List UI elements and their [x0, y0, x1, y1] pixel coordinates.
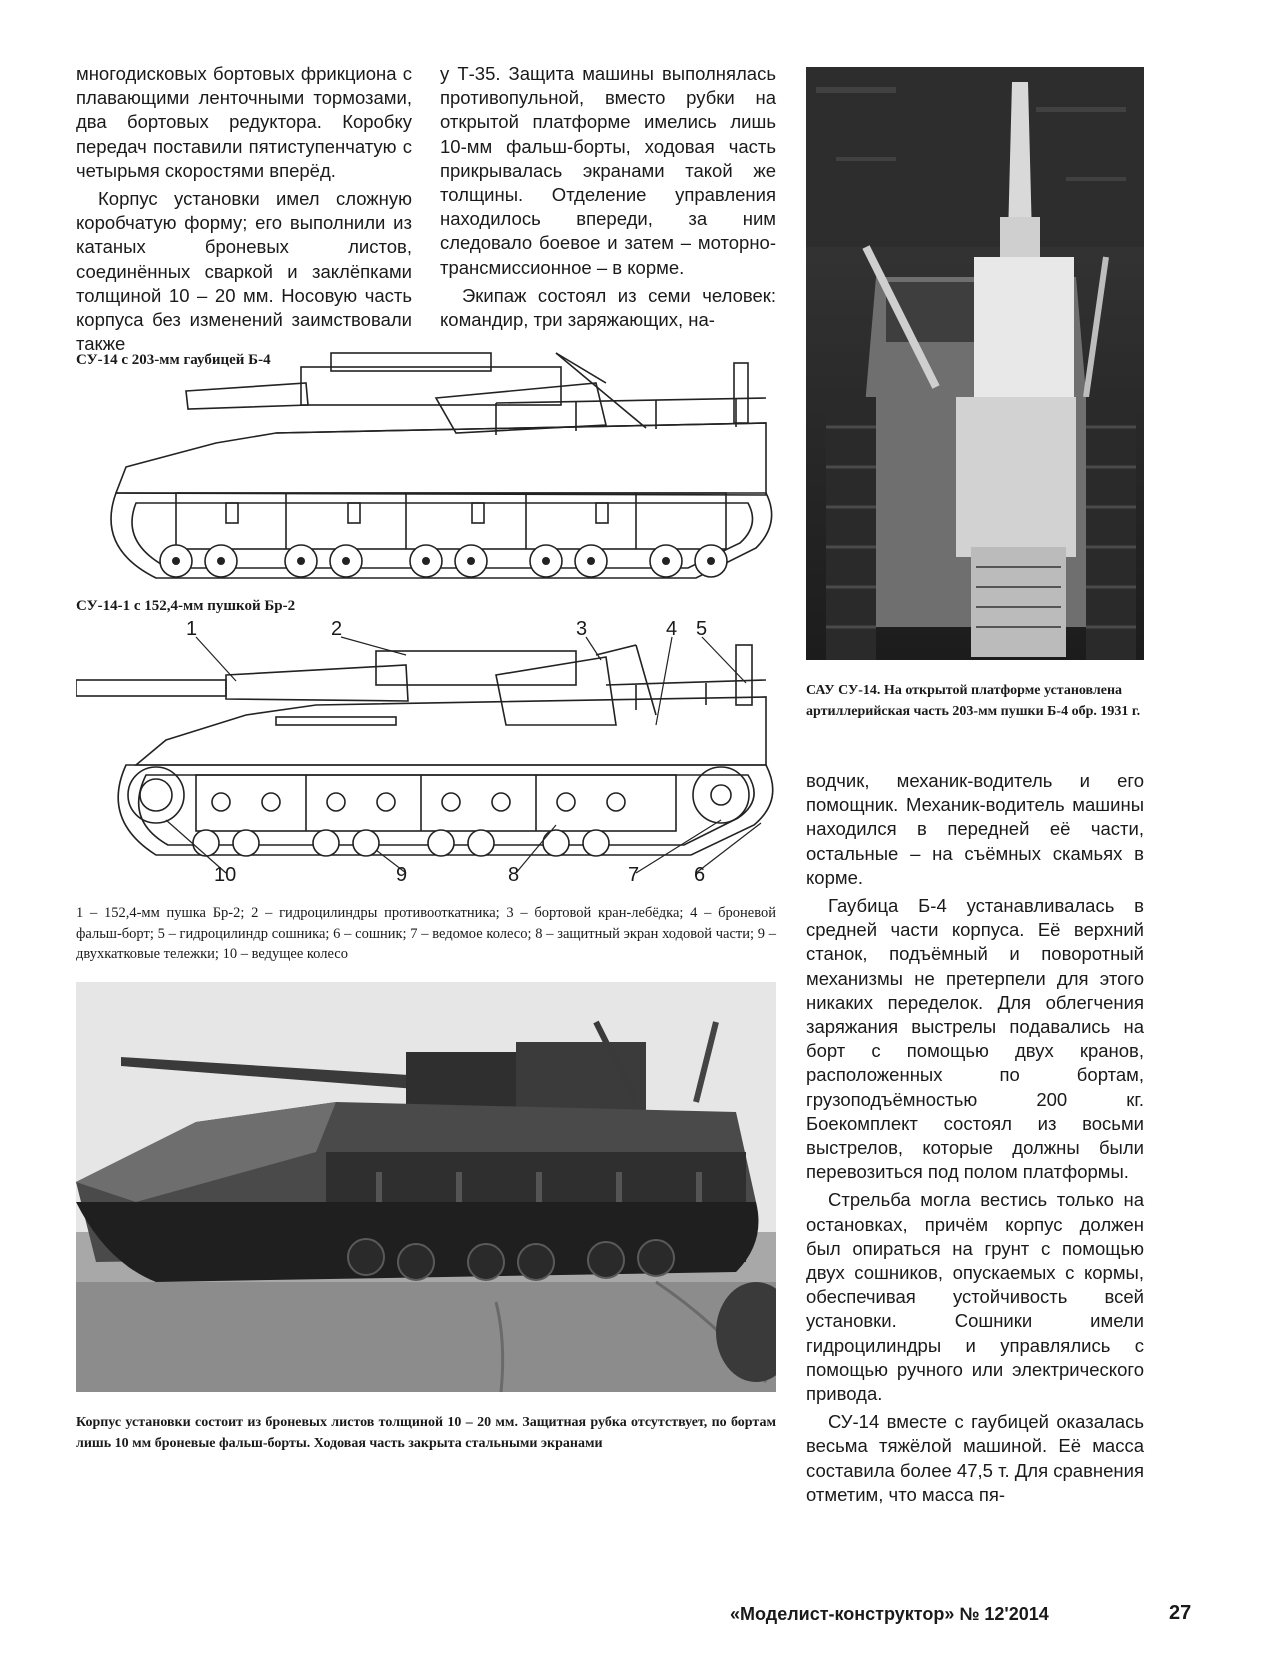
callout-3: 3 — [576, 618, 588, 640]
drawing-2-caption: СУ-14-1 с 152,4-мм пушкой Бр-2 — [76, 598, 296, 614]
article-column-3 — [806, 769, 1144, 1507]
drawing-legend: 1 – 152,4-мм пушка Бр-2; 2 – гидроцилиндры противооткатника; 3 – бортовой кран-лебёдка; 4 – броневой фальш-борт; 5 – гидроцилиндр сошника; 6 – сошник; 7 – ведомое колесо; 8 – защитный экран ходовой части; 9 – двухкатковые тележки; 10 – ведущее колесо — [76, 905, 776, 962]
column-1-paragraph-1: многодисковых бортовых фрикциона с плавающими ленточными тормозами, два бортовых редуктора. Коробку передач поставили пятиступенчатую с четырьмя скоростями вперёд. — [76, 63, 412, 181]
column-3-paragraph-4: СУ-14 вместе с гаубицей оказалась весьма тяжёлой машиной. Её масса составила более 47,5 т. Для сравнения отметим, что масса пя- — [806, 1411, 1144, 1505]
drawing-1-caption: СУ-14 с 203-мм гаубицей Б-4 — [76, 352, 271, 368]
callout-4: 4 — [666, 618, 678, 640]
callout-6: 6 — [694, 864, 706, 886]
drawing-su14-1 — [76, 615, 796, 890]
column-2-paragraph-1: у Т-35. Защита машины выполнялась противопульной, вместо рубки на открытой платформе имелись лишь 10-мм фальш-борты, ходовая часть прикрывалась экранами такой же толщины. Отделение управления находилось впереди, за ним следовало боевое и затем – моторно-трансмиссионное – в корме. — [440, 63, 776, 278]
photo-su14-side-view — [76, 982, 776, 1392]
column-3-paragraph-1: водчик, механик-водитель и его помощник. Механик-водитель машины находился в передней её части, остальные – на съёмных скамьях в корме. — [806, 770, 1144, 888]
callout-9: 9 — [396, 864, 408, 886]
photo-su14-side-view-image — [76, 982, 776, 1392]
photo-bottom-caption: Корпус установки состоит из броневых листов толщиной 10 – 20 мм. Защитная рубка отсутствует, по бортам лишь 10 мм броневые фальш-борты. Ходовая часть закрыта стальными экранами — [76, 1415, 776, 1451]
photo-su14-top-view — [806, 67, 1144, 660]
callout-7: 7 — [628, 864, 640, 886]
drawing-su14 — [76, 343, 786, 588]
article-column-1 — [76, 62, 412, 356]
column-3-paragraph-2: Гаубица Б-4 устанавливалась в средней части корпуса. Её верхний станок, подъёмный и поворотный механизмы не претерпели для этого никаких переделок. Для облегчения заряжания выстрелы подавались на борт с помощью двух кранов, расположенных по бортам, грузоподъёмностью 200 кг. Боекомплект состоял из восьми выстрелов, которые должны были перевозиться под полом платформы. — [806, 895, 1144, 1183]
column-3-paragraph-3: Стрельба могла вестись только на остановках, причём корпус должен был опираться на грунт с помощью двух сошников, опускаемых с кормы, обеспечивая устойчивость всей установки. Сошники имели гидроцилиндры и управлялись с помощью ручного или электрического привода. — [806, 1189, 1144, 1405]
page-number: 27 — [1169, 1602, 1192, 1624]
photo-su14-top-view-image — [806, 67, 1144, 660]
drawing-su14-image — [76, 343, 786, 588]
footer-magazine-title: «Моделист-конструктор» № 12'2014 — [730, 1604, 1049, 1624]
column-2-paragraph-2: Экипаж состоял из семи человек: командир, три заряжающих, на- — [440, 284, 776, 331]
photo-top-caption: САУ СУ-14. На открытой платформе установлена артиллерийская часть 203-мм пушки Б-4 обр. 1931 г. — [806, 683, 1141, 719]
drawing-su14-1-image — [76, 615, 796, 890]
callout-5: 5 — [696, 618, 708, 640]
column-1-paragraph-2: Корпус установки имел сложную коробчатую форму; его выполнили из катаных броневых листов, соединённых сваркой и заклёпками толщиной 10 – 20 мм. Носовую часть корпуса без изменений заимствовали также — [76, 188, 412, 355]
callout-8: 8 — [508, 864, 520, 886]
callout-2: 2 — [331, 618, 343, 640]
callout-1: 1 — [186, 618, 198, 640]
callout-10: 10 — [214, 864, 237, 886]
article-column-2 — [440, 62, 776, 332]
